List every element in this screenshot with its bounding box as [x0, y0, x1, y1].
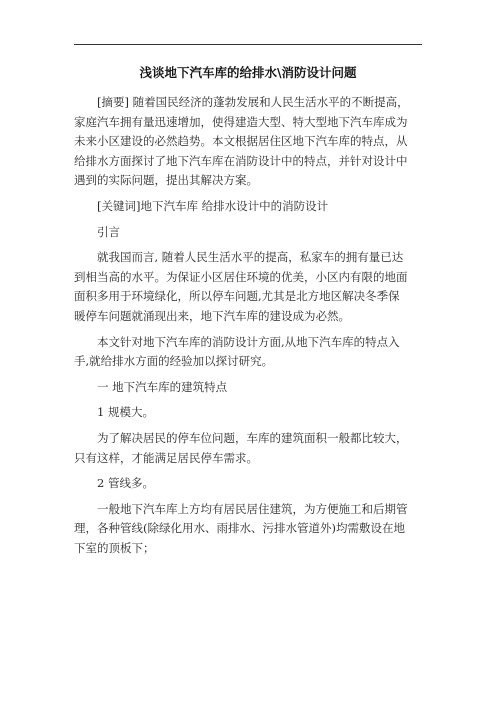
text-line: 只有这样，才能满足居民停车需求。: [74, 450, 258, 465]
text-line: 2 管线多。: [97, 476, 154, 491]
intro-paragraph-2: [74, 333, 422, 372]
item-2-heading: [74, 474, 422, 494]
text-line: 给排水方面探讨了地下汽车库在消防设计中的特点，并针对设计中: [74, 153, 408, 168]
text-line: 家庭汽车拥有量迅速增加，使得建造大型、特大型地下汽车库成为: [74, 114, 408, 129]
text-line: 1 规模大。: [97, 405, 154, 420]
abstract-paragraph: [74, 93, 422, 191]
text-line: 到相当高的水平。为保证小区居住环境的优美，小区内有限的地面: [74, 269, 408, 284]
section-1-heading: [74, 378, 422, 398]
text-line: 未来小区建设的必然趋势。本文根据居住区地下汽车库的特点，从: [74, 134, 408, 149]
text-line: 就我国而言, 随着人民生活水平的提高，私家车的拥有量已达: [97, 250, 404, 265]
text-line: 本文针对地下汽车库的消防设计方面,从地下汽车库的特点入: [97, 334, 400, 349]
text-line: 理，各种管线(除绿化用水、雨排水、污排水管道外)均需敷设在地: [74, 521, 405, 536]
text-line: [关键词]地下汽车库 给排水设计中的消防设计: [97, 198, 329, 213]
intro-paragraph-1: [74, 248, 422, 326]
keywords-paragraph: [74, 197, 422, 217]
document-body: [74, 93, 422, 564]
header-rule: [74, 44, 422, 45]
text-line: 下室的顶板下；: [74, 540, 155, 555]
text-line: 引言: [97, 224, 120, 239]
item-2-paragraph: [74, 500, 422, 559]
text-line: 一 地下汽车库的建筑特点: [97, 379, 228, 394]
text-line: 一般地下汽车库上方均有居民居住建筑，为方便施工和后期管: [97, 501, 408, 516]
text-line: 面积多用于环境绿化，所以停车问题,尤其是北方地区解决冬季保: [74, 289, 400, 304]
item-1-heading: [74, 403, 422, 423]
text-line: 遇到的实际问题，提出其解决方案。: [74, 173, 258, 188]
text-line: [摘要] 随着国民经济的蓬勃发展和人民生活水平的不断提高，: [97, 95, 409, 109]
text-line: 为了解决居民的停车位问题，车库的建筑面积一般都比较大，: [97, 430, 408, 445]
text-line: 暖停车问题就涌现出来，地下汽车库的建设成为必然。: [74, 308, 350, 323]
text-line: 手,就给排水方面的经验加以探讨研究。: [74, 354, 274, 369]
intro-heading: [74, 223, 422, 243]
item-1-paragraph: [74, 429, 422, 468]
document-title: 浅谈地下汽车库的给排水\消防设计问题: [139, 65, 357, 80]
